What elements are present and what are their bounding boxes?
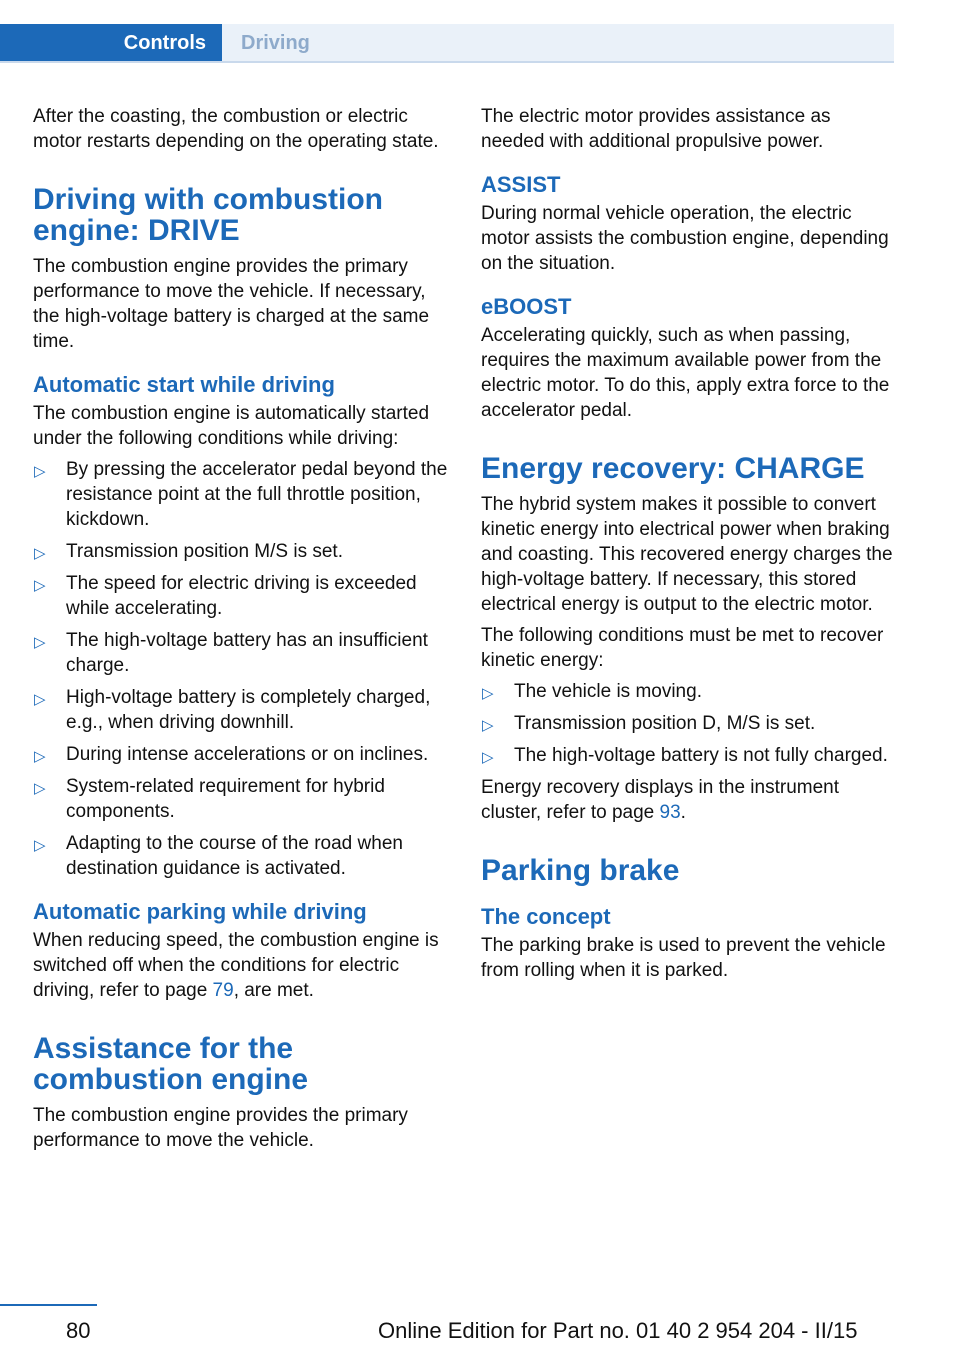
eboost-paragraph: Accelerating quickly, such as when passing, requires the maximum available power from the electric motor. To do this, apply extra force to the accelerator pedal. [481, 325, 890, 421]
charge-list [481, 679, 895, 768]
triangle-bullet-icon: ▷ [34, 780, 46, 797]
conditions-paragraph: The following conditions must be met to recover kinetic energy: [481, 625, 884, 671]
list-item: ▷ The speed for electric driving is exceeded while accelerating. [34, 573, 417, 619]
list-item: ▷ Transmission position D, M/S is set. [481, 711, 895, 736]
page-number: 80 [66, 1318, 91, 1343]
triangle-bullet-icon: ▷ [34, 691, 46, 708]
list-item: ▷ System-related requirement for hybrid components. [34, 776, 385, 822]
assistance-paragraph: The combustion engine provides the primary performance to move the vehicle. [33, 1105, 408, 1151]
tab-controls[interactable]: Controls [0, 24, 222, 62]
list-item: ▷ The high-voltage battery is not fully charged. [481, 743, 895, 768]
page-link-79[interactable]: 79 [212, 980, 234, 1001]
list-item: ▷ High-voltage battery is completely charged, e.g., when driving downhill. [34, 687, 431, 733]
concept-paragraph: The parking brake is used to prevent the vehicle from rolling when it is parked. [481, 935, 886, 981]
heading-assistance: Assistance for the combustion engine [33, 1032, 309, 1096]
heading-drive: Driving with combustion engine: DRIVE [33, 183, 383, 247]
list-item: ▷ By pressing the accelerator pedal beyond the resistance point at the full throttle position, kickdown. [34, 459, 448, 530]
intro-paragraph: After the coasting, the combustion or electric motor restarts depending on the operating state. [33, 106, 439, 152]
heading-concept: The concept [481, 904, 611, 929]
heading-parking-brake: Parking brake [481, 854, 680, 887]
autopark-paragraph: When reducing speed, the combustion engine is switched off when the conditions for electric driving, refer to page 79, are met. [33, 930, 439, 1001]
triangle-bullet-icon: ▷ [34, 577, 46, 594]
page-header [0, 0, 960, 64]
triangle-bullet-icon: ▷ [34, 748, 46, 765]
page-link-93[interactable]: 93 [659, 802, 681, 823]
assist-paragraph: During normal vehicle operation, the electric motor assists the combustion engine, depending on the situation. [481, 203, 889, 274]
header-divider [0, 61, 894, 63]
triangle-bullet-icon: ▷ [34, 837, 46, 854]
right-column [481, 104, 895, 989]
footer-divider [0, 1304, 97, 1306]
triangle-bullet-icon: ▷ [34, 463, 46, 480]
tab-driving[interactable]: Driving [222, 24, 894, 62]
display-paragraph: Energy recovery displays in the instrument cluster, refer to page 93. [481, 777, 839, 823]
drive-paragraph: The combustion engine provides the primary performance to move the vehicle. If necessary, the high-voltage battery is charged at the same time. [33, 256, 430, 352]
list-item: ▷ The vehicle is moving. [481, 679, 895, 704]
list-item: ▷ Transmission position M/S is set. [33, 539, 453, 564]
list-item: ▷ Adapting to the course of the road when destination guidance is activated. [34, 833, 403, 879]
triangle-bullet-icon: ▷ [34, 634, 46, 651]
list-item: ▷ During intense accelerations or on inclines. [33, 742, 453, 767]
heading-assist: ASSIST [481, 172, 561, 197]
edition-note: Online Edition for Part no. 01 40 2 954 204 - II/15 [378, 1318, 858, 1343]
triangle-bullet-icon: ▷ [482, 717, 494, 734]
triangle-bullet-icon: ▷ [34, 545, 46, 562]
autostart-paragraph: The combustion engine is automatically started under the following conditions while driving: [33, 403, 430, 449]
autostart-list [33, 457, 453, 881]
heading-eboost: eBOOST [481, 294, 572, 319]
heading-automatic-parking: Automatic parking while driving [33, 899, 367, 924]
left-column [33, 104, 453, 1159]
triangle-bullet-icon: ▷ [482, 685, 494, 702]
heading-energy-recovery: Energy recovery: CHARGE [481, 452, 865, 485]
charge-paragraph: The hybrid system makes it possible to convert kinetic energy into electrical power when braking and coasting. This recovered energy charges the high-voltage battery. If necessary, this stored electrical energy is output to the electric motor. [481, 494, 893, 615]
motor-paragraph: The electric motor provides assistance as needed with additional propulsive power. [481, 106, 831, 152]
heading-automatic-start: Automatic start while driving [33, 372, 335, 397]
triangle-bullet-icon: ▷ [482, 749, 494, 766]
list-item: ▷ The high-voltage battery has an insufficient charge. [34, 630, 428, 676]
